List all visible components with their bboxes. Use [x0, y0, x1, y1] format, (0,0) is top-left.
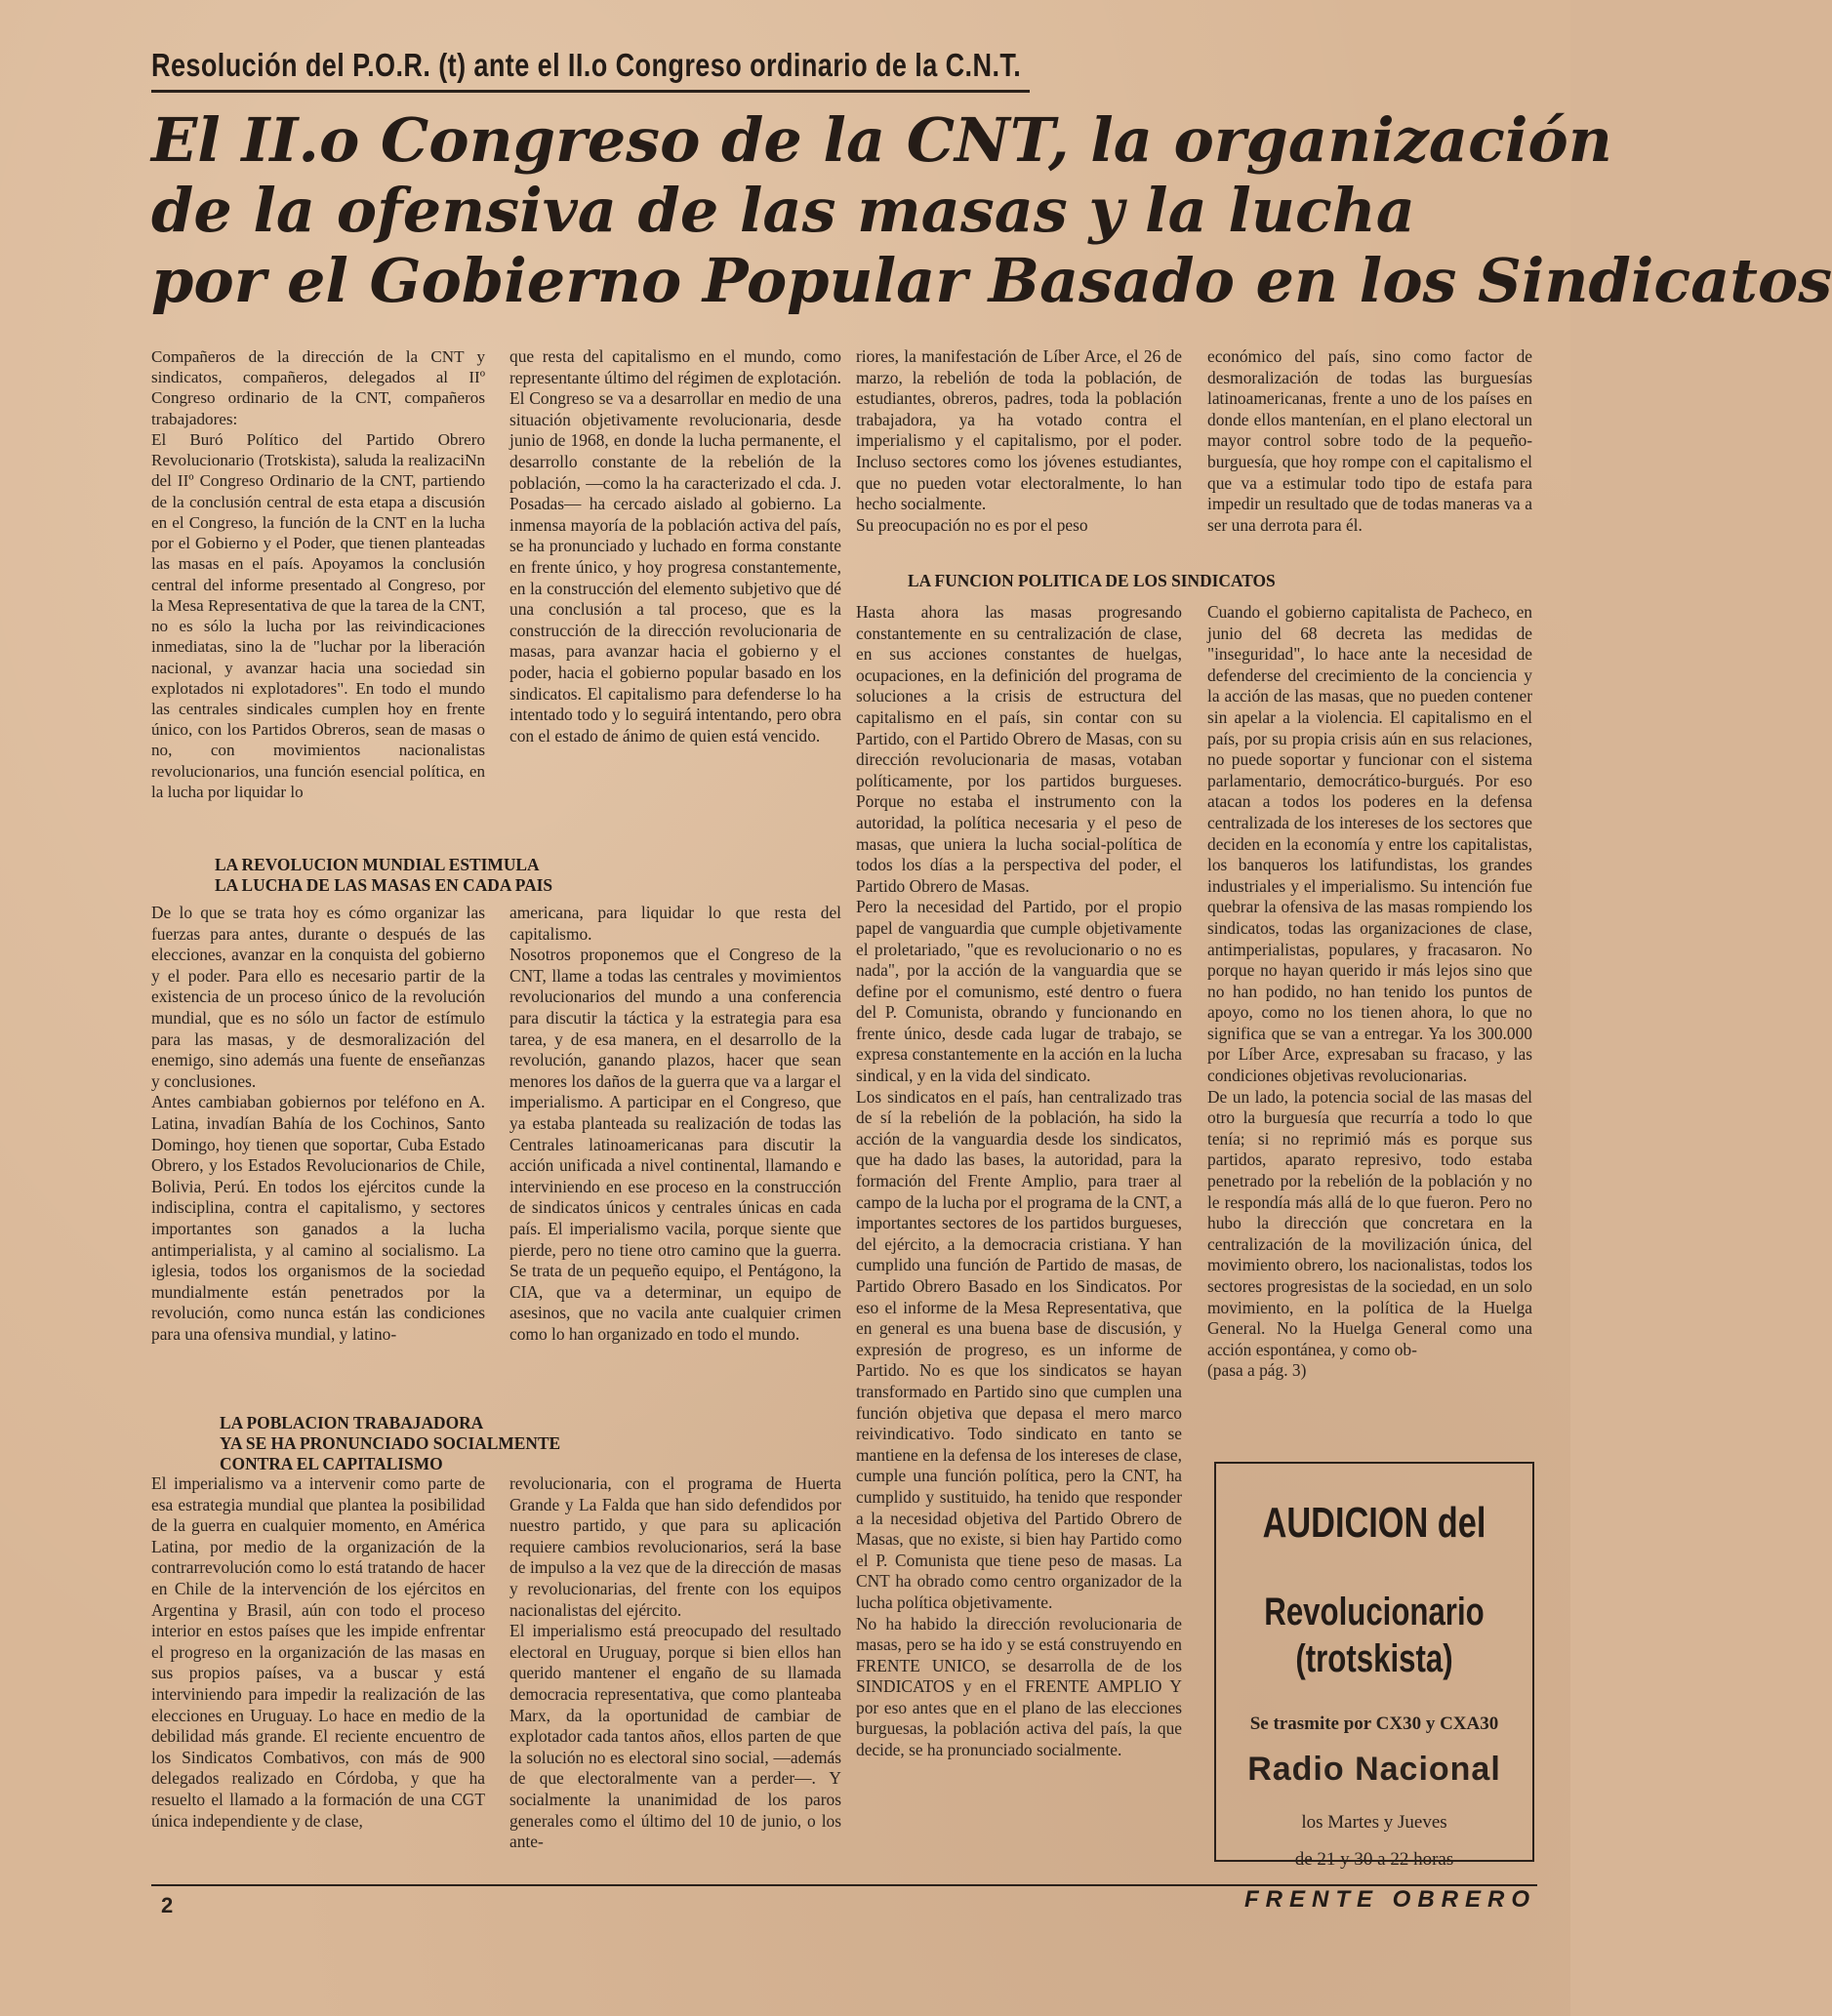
ad-station-name: Radio Nacional — [1247, 1751, 1501, 1788]
column-5-text: De lo que se trata hoy es cómo organizar las fuerzas para antes, durante o después de las elecciones, avanzar en la conquista del gobierno y el poder. Para ello es necesario partir de la existencia de un proceso único de la revolución mundial, que es no sólo un factor de estímulo para las masas, y de desmoralización del enemigo, sino además una fuente de enseñanzas y conclusiones. Antes cambiaban gobiernos por teléfono en A. Latina, invadían Bahía de los Cochinos, Santo Domingo, hoy tienen que soportar, Cuba Estado Obrero, y los Estados Revolucionarios de Chile, Bolivia, Perú. En todos los ejércitos cunde la indisciplina, contra el capitalismo, y sectores importantes son ganados a la lucha antimperialista, y al camino al socialismo. La iglesia, todos los organismos de la sociedad mundialmente están penetrados por la revolución, como nunca están las condiciones para una ofensiva mundial, y latino- — [151, 903, 485, 1344]
column-1-text: Compañeros de la dirección de la CNT y sindicatos, compañeros, delegados al IIº Congreso ordinario de la CNT, compañeros trabajadores: El Buró Político del Partido Obrero Revolucionario (Trotskista), saluda la realizaciNn del IIº Congreso Ordinario de la CNT, partiendo de la conclusión central de esta etapa a discusión en el Congreso, la función de la CNT en la lucha por el Gobierno y el Poder, que tienen planteadas las masas en el país. Apoyamos la conclusión central del informe presentado al Congreso, por la Mesa Representativa de que la tarea de la CNT, no es sólo la lucha por las reivindicaciones inmediatas, sino la de "luchar por la liberación nacional, y avanzar hacia una sociedad sin explotados ni explotadores". En todo el mundo las centrales sindicales cumplen hoy en frente único, con los Partidos Obreros, sean de masas o no, con movimientos nacionalistas revolucionarios, una función esencial política, en la lucha por liquidar lo — [151, 347, 485, 801]
headline-line-2: de la ofensiva de las masas y la lucha — [151, 175, 1415, 246]
column-8-text: Cuando el gobierno capitalista de Pacheco, en junio del 68 decreta las medidas de "inseguridad", lo hace ante la necesidad de defenderse del crecimiento de la conciencia y la acción de las masas, que no pueden contener sin apelar a la violencia. El capitalismo en el país, por su propia crisis aún en sus relaciones, no puede soportar y funcionar con el sistema parlamentario, democrático-burgués. Por eso atacan a todos los poderes en la defensa centralizada de los intereses de los sectores que deciden en la economía y entre los capitalistas, los banqueros los latifundistas, los grandes industriales y el imperialismo. Su intención fue quebrar la ofensiva de las masas rompiendo los sindicatos, todas las organizaciones de clase, antimperialistas, populares, y fracasaron. No porque no hayan querido ir más lejos sino que no han podido, no han tenido los puntos de apoyo, como no los tienen ahora, lo que no significa que se van a entregar. Ya los 300.000 por Líber Arce, expresaban su fracaso, y las condiciones objetivas revolucionarias. De un lado, la potencia social de las masas del otro la burguesía que recurría a todo lo que tenía; si no reprimió más es porque sus partidos, aparato represivo, todo estaba penetrado por la rebelión de la población y no le respondía más allá de lo que fueron. Pero no hubo la dirección que concretara en la centralización de la movilización única, del movimiento obrero, los nacionalistas, todos los sectores progresistas de la sociedad, en un solo movimiento, en la política de la Huelga General. No la Huelga General como una acción espontánea, y como ob- (pasa a pág. 3) — [1207, 602, 1532, 1381]
radio-audition-ad — [1214, 1462, 1534, 1870]
subhead-poblacion-trabajadora: LA POBLACION TRABAJADORA YA SE HA PRONUNCIADO SOCIALMENTE CONTRA EL CAPITALISMO — [220, 1413, 561, 1473]
ad-hours: de 21 y 30 a 22 horas — [1294, 1849, 1454, 1870]
page-number: 2 — [161, 1893, 174, 1917]
column-2-text: que resta del capitalismo en el mundo, como representante último del régimen de explotación. El Congreso se va a desarrollar en medio de una situación objetivamente revolucionaria, desde junio de 1968, en donde la lucha permanente, el desarrollo constante de la rebelión de la población, —como la ha caracterizado el cda. J. Posadas— ha cercado aislado al gobierno. La inmensa mayoría de la población activa del país, se ha pronunciado y luchado en forma constante en frente único, y hoy progresa constantemente, en la construcción del elemento subjetivo que dé una conclusión a tal proceso, que es la construcción de la dirección revolucionaria de masas, para avanzar hacia el gobierno y el poder, hacia el gobierno popular basado en los sindicatos. El capitalismo para defenderse lo ha intentado todo y lo seguirá intentando, pero obra con el estado de ánimo de quien está vencido. — [509, 346, 841, 746]
column-9-text: El imperialismo va a intervenir como parte de esa estrategia mundial que plantea la posibilidad de la guerra en cualquier momento, en América Latina, por medio de la organización de la contrarrevolución como lo está tratando de hacer en Chile de la intervención de los ejércitos en Argentina y Brasil, aún con todo el proceso interior en estos países que les impide enfrentar el progreso en la organización de las masas en sus propios países, va a buscar y está interviniendo para impedir la realización de las elecciones en Uruguay. Lo hace en medio de la debilidad más grande. El reciente encuentro de los Sindicatos Combativos, con más de 900 delegados realizado en Córdoba, y que ha resuelto el llamado a la formación de una CGT única independiente y de clase, — [151, 1473, 485, 1831]
headline — [151, 104, 1832, 316]
publication-name: FRENTE OBRERO — [1243, 1886, 1536, 1913]
ad-title-line-3: (trotskista) — [1295, 1637, 1453, 1680]
ad-days: los Martes y Jueves — [1301, 1812, 1447, 1833]
subhead-revolucion-mundial: LA REVOLUCION MUNDIAL ESTIMULA LA LUCHA DE LAS MASAS EN CADA PAIS — [215, 855, 553, 895]
kicker-rule — [151, 90, 1030, 93]
headline-line-3: por el Gobierno Popular Basado en los Sindicatos — [151, 245, 1832, 316]
column-10-text: revolucionaria, con el programa de Huerta Grande y La Falda que han sido defendidos por nuestro partido, y que para su aplicación requiere cambios revolucionarios, será la base de impulso a la vez que de la dirección de masas y revolucionarias, del frente con los equipos nacionalistas del ejército. El imperialismo está preocupado del resultado electoral en Uruguay, porque si bien ellos han querido mantener el engaño de su llamada democracia representativa, que como planteaba Marx, da la oportunidad de cambiar de explotador cada tantos años, ellos parten de que la solución no es electoral sino social, —además de que electoralmente van a perder—. Y socialmente la unanimidad de los paros generales como el último del 10 de junio, o los ante- — [509, 1473, 841, 1852]
column-7-text: Hasta ahora las masas progresando constantemente en su centralización de clase, en sus acciones constantes de huelgas, ocupaciones, en la definición del programa de soluciones a la crisis de estructura del capitalismo en el país, sin contar con su Partido, con el Partido Obrero de Masas, con su dirección revolucionaria de masas, votaban políticamente, por los partidos burgueses. Porque no estaba el instrumento con la autoridad, la política necesaria y el peso de masas, que uniera la lucha social-política de todos los días a la perspectiva del poder, el Partido Obrero de Masas. Pero la necesidad del Partido, por el propio papel de vanguardia que cumple objetivamente el proletariado, "que es revolucionario o no es nada", por la acción de la vanguardia que se define por el comunismo, esté dentro o fuera del P. Comunista, obrando y funcionando en frente único, desde cada lugar de trabajo, se expresa constantemente en la acción en la lucha sindical, y en la vida del sindicato. Los sindicatos en el país, han centralizado tras de sí la rebelión de la población, ha sido la acción de la vanguardia desde los sindicatos, que ha dado las bases, la autoridad, para la formación del Frente Amplio, para traer al campo de la lucha por el programa de la CNT, a importantes sectores de los partidos burgueses, del ejército, a la democracia cristiana. Y han cumplido una función de Partido de masas, de Partido Obrero Basado en los Sindicatos. Por eso el informe de la Mesa Representativa, que en general es una buena base de discusión, y expresión de progreso, es un informe de Partido. No es que los sindicatos se hayan transformado en Partido sino que cumplen una función objetiva que depasa el mero marco reivindicativo. Todo sindicato en tanto se mantiene en la defensa de los intereses de clase, cumple una función política, pero la CNT, ha cumplido y sustituido, ha tenido que responder a la necesidad objetiva del Partido Obrero de Masas, que no existe, si bien hay Partido como el P. Comunista que tiene peso de masas. La CNT ha obrado como centro organizador de la lucha política objetivamente. No ha habido la dirección revolucionaria de masas, pero se ha ido y se está construyendo en FRENTE UNICO, se desarrolla de de los SINDICATOS y en el FRENTE AMPLIO Y por eso antes que en el plano de las elecciones burguesas, la población activa del país, la que decide, se ha pronunciado socialmente. — [856, 602, 1182, 1760]
headline-line-1: El II.o Congreso de la CNT, la organización — [151, 104, 1612, 176]
column-3-text: riores, la manifestación de Líber Arce, el 26 de marzo, la rebelión de toda la población, de estudiantes, obreros, padres, toda la población trabajadora, ya ha votado contra el imperialismo y el capitalismo, por el poder. Incluso sectores como los jóvenes estudiantes, que no pueden votar electoralmente, lo han hecho socialmente. Su preocupación no es por el peso — [856, 346, 1182, 535]
ad-title-line-2: Revolucionario — [1264, 1591, 1485, 1633]
ad-broadcast-info: Se trasmite por CX30 y CXA30 — [1249, 1714, 1499, 1734]
column-6-text: americana, para liquidar lo que resta del capitalismo. Nosotros proponemos que el Congreso de la CNT, llame a todas las centrales y movimientos revolucionarios del mundo a una conferencia para discutir la táctica y la estrategia para esa tarea, y de esa manera, en el desarrollo de la revolución, ganando plazos, hacer que sean menores los daños de la guerra que va a largar el imperialismo. A participar en el Congreso, que ya estaba planteada su realización de todas las Centrales latinoamericanas para discutir la acción unificada a nivel continental, llamando e interviniendo en ese proceso en la construcción de sindicatos únicos y centrales únicas en cada país. El imperialismo vacila, porque siente que pierde, pero no tiene otro camino que la guerra. Se trata de un pequeño equipo, el Pentágono, la CIA, que va a determinar, un equipo de asesinos, que no vacila ante cualquier crimen como lo han organizado en todo el mundo. — [509, 903, 841, 1344]
subhead-funcion-politica: LA FUNCION POLITICA DE LOS SINDICATOS — [908, 571, 1276, 590]
ad-title-line-1: AUDICION del — [1262, 1499, 1486, 1547]
kicker-line: Resolución del P.O.R. (t) ante el II.o Congreso ordinario de la C.N.T. — [151, 47, 1022, 83]
column-4-text: económico del país, sino como factor de desmoralización de todas las burguesías latinoamericanas, frente a uno de los países en donde ellos mantenían, en el plano electoral un mayor control sobre todo de la pequeño-burguesía, que hoy rompe con el capitalismo el que va a estimular todo tipo de estafa para impedir un resultado que de todas maneras va a ser una derrota para él. — [1207, 346, 1532, 535]
